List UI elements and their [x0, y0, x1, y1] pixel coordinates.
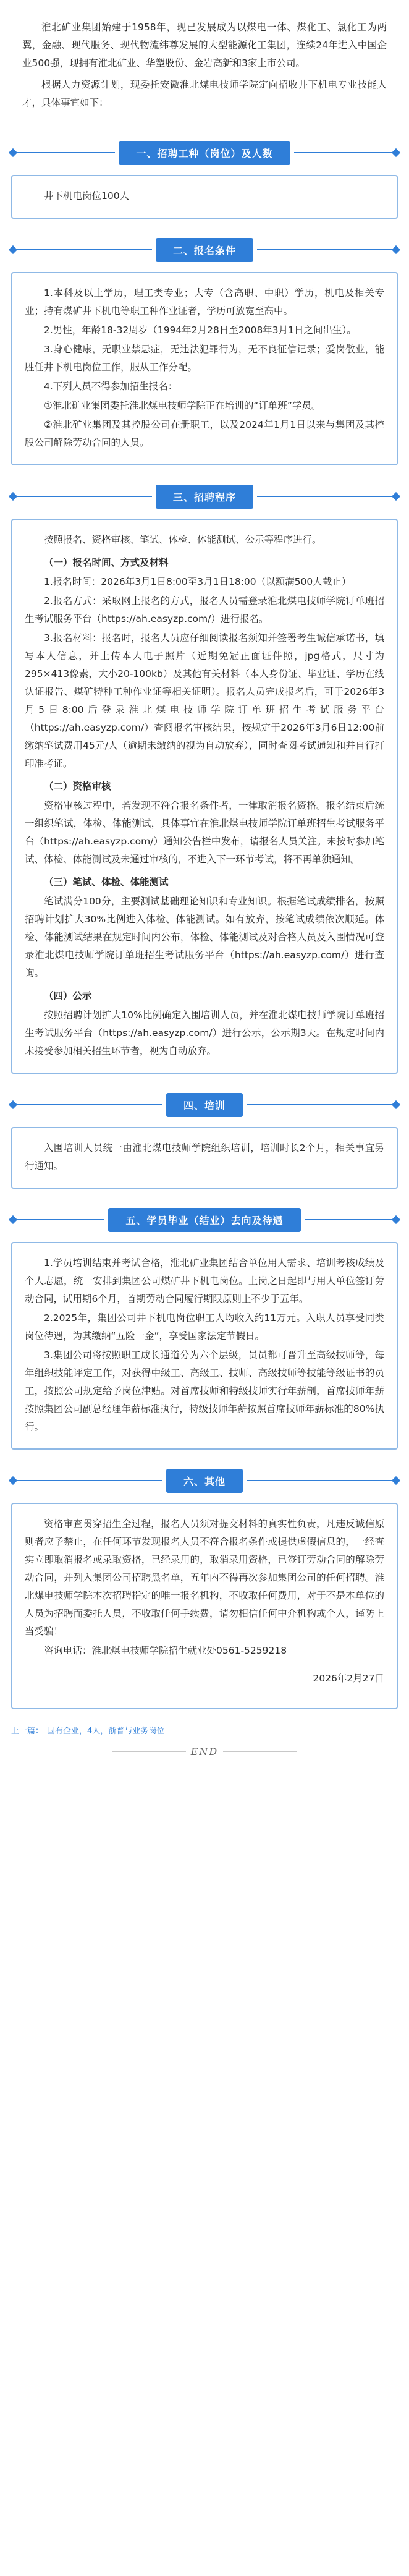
prev-article-link[interactable]: 国有企业，4人，浙普与业务岗位	[47, 1727, 165, 1736]
benefit-3: 3.集团公司将按照职工成长通道分为六个层级，员员都可晋升至高级技师等，每年组织技能评定工作，对获得中级工、高级工、技师、高级技师等技能等级证书的员工，按照公司规定给予岗位津贴。对首席技师和特级技师实行年薪制，首席技师年薪按照集团公司副总经理年薪标准执行，特级技师年薪按照首席技师年薪标准的80%执行。	[25, 1350, 384, 1432]
registration-time: 1.报名时间：2026年3月1日8:00至3月1日18:00（以额满500人截止）	[44, 576, 352, 587]
end-line-right	[223, 1751, 297, 1752]
benefit-2: 2.2025年，集团公司井下机电岗位职工人均收入约11万元。入职人员享受同类岗位待遇，为其缴纳“五险一金”，享受国家法定节假日。	[25, 1312, 384, 1341]
section-1-body: 井下机电岗位100人	[44, 190, 130, 202]
section-4-title: 四、培训	[166, 1093, 243, 1117]
section-1-title: 一、招聘工种（岗位）及人数	[119, 141, 290, 165]
section-3-header	[0, 484, 409, 509]
subsection-registration: （一）报名时间、方式及材料	[44, 557, 169, 568]
registration-materials: 3.报名材料：报名时，报名人员应仔细阅读报名须知并签署考生诚信承诺书，填写本人信息，并上传本人电子照片（近期免冠正面证件照，jpg格式，尺寸为295×413像素，大小20-100kb）及其他有关材料（本人身份证、毕业证、学历在线认证报告、煤矿特种工种作业证等相关证明）。报名人员完成报名后，可于2026年3月5日8:00后登录淮北煤电技师学院订单班招生考试服务平台（https://ah.easyzp.com/）查阅报名审核结果，按规定于2026年3月6日12:00前缴纳笔试费用45元/人（逾期未缴纳的视为自动放弃），同时查阅考试通知和并自行打印准考证。	[25, 632, 384, 769]
subsection-exam: （三）笔试、体检、体能测试	[44, 877, 169, 888]
registration-method: 2.报名方式：采取网上报名的方式，报名人员需登录淮北煤电技师学院订单班招生考试服务平台（https://ah.easyzp.com/）进行报名。	[25, 595, 384, 624]
section-3-box	[11, 519, 398, 1074]
section-4-header	[0, 1092, 409, 1117]
condition-4: 4.下列人员不得参加招生报名：	[44, 381, 178, 392]
condition-3: 3.身心健康，无职业禁忌症，无违法犯罪行为，无不良征信记录；爱岗敬业，能胜任井下机电岗位工作，服从工作分配。	[25, 344, 384, 373]
qualification-text: 资格审核过程中，若发现不符合报名条件者，一律取消报名资格。报名结束后统一组织笔试，体检、体能测试，具体事宜在淮北煤电技师学院订单班招生考试服务平台（https://ah.easyzp.com/）通知公告栏中发布，请报名人员关注。未按时参加笔试、体检、体能测试及未通过审核的，不进入下一环节考试，将不再单独通知。	[25, 800, 384, 865]
training-text: 入围培训人员统一由淮北煤电技师学院组织培训，培训时长2个月，相关事宜另行通知。	[25, 1142, 384, 1171]
condition-2: 2.男性，年龄18-32周岁（1994年2月28日至2008年3月1日之间出生）。	[44, 325, 356, 336]
intro-block	[0, 0, 409, 122]
other-notice: 资格审查贯穿招生全过程，报名人员须对提交材料的真实性负责，凡违反诚信原则者应予禁止，在任何环节发现报名人员不符合报名条件或提供虚假信息的，一经查实立即取消报名或录取资格，已经录用的，取消录用资格，已签订劳动合同的解除劳动合同，并列入集团公司招聘黑名单，五年内不得再次参加集团公司的任何招聘。淮北煤电技师学院本次招聘指定的唯一报名机构，不收取任何费用，对于不是本单位的人员为招聘而委托人员，不收取任何手续费，请勿相信任何中介机构或个人，谨防上当受骗！	[25, 1518, 384, 1637]
benefit-1: 1.学员培训结束并考试合格，淮北矿业集团结合单位用人需求、培训考核成绩及个人志愿，统一安排到集团公司煤矿井下机电岗位。上岗之日起即与用人单位签订劳动合同，试用期6个月，首期劳动合同履行期限原则上不少于五年。	[25, 1257, 384, 1304]
section-4-box	[11, 1127, 398, 1189]
section-2-box	[11, 272, 398, 465]
intro-paragraph-1: 淮北矿业集团始建于1958年，现已发展成为以煤电一体、煤化工、氯化工为两翼，金融、现代服务、现代物流纬尊发展的大型能源化工集团，连续24年进入中国企业500强，现拥有淮北矿业、华塑股份、金岩高新和3家上市公司。	[22, 22, 387, 69]
subsection-publicity: （四）公示	[44, 990, 92, 1001]
section-2-header	[0, 237, 409, 262]
exclusion-item-1: ①淮北矿业集团委托淮北煤电技师学院正在培训的“订单班”学员。	[44, 400, 321, 411]
publicity-text: 按照招聘计划扩大10%比例确定入围培训人员，并在淮北煤电技师学院订单班招生考试服务平台（https://ah.easyzp.com/）进行公示，公示期3天。在规定时间内未接受参加相关招生环节者，视为自动放弃。	[25, 1010, 384, 1056]
section-6-box	[11, 1503, 398, 1709]
section-6-title: 六、其他	[166, 1469, 243, 1493]
prev-article-label: 上一篇：	[11, 1727, 44, 1736]
end-line-left	[112, 1751, 186, 1752]
intro-paragraph-2: 根据人力资源计划，现委托安徽淮北煤电技师学院定向招收井下机电专业技能人才，具体事宜如下：	[22, 79, 387, 108]
section-6-header	[0, 1468, 409, 1493]
end-mark	[0, 1746, 409, 1758]
condition-1: 1.本科及以上学历，理工类专业；大专（含高职、中职）学历，机电及相关专业；持有煤矿井下机电等职工种作业证者，学历可放宽至高中。	[25, 287, 384, 317]
exam-text: 笔试满分100分，主要测试基础理论知识和专业知识。根据笔试成绩排名，按照招聘计划扩大30%比例进入体检、体能测试。如有放弃，按笔试成绩依次顺延。体检、体能测试结果在规定时间内公布，体检、体能测试及对合格人员及入围情况可登录淮北煤电技师学院订单班招生考试服务平台（https://ah.easyzp.com/）进行查询。	[25, 896, 384, 979]
section-2-title: 二、报名条件	[156, 238, 253, 262]
section-5-title: 五、学员毕业（结业）去向及待遇	[108, 1208, 300, 1232]
section-5-box	[11, 1242, 398, 1450]
section-1-box	[11, 175, 398, 219]
section-1-header	[0, 140, 409, 165]
publish-date: 2026年2月27日	[313, 1672, 384, 1684]
section-5-header	[0, 1207, 409, 1232]
prev-article-nav	[11, 1724, 398, 1736]
subsection-qualification: （二）资格审核	[44, 781, 111, 792]
exclusion-item-2: ②淮北矿业集团及其控股公司在册职工，以及2024年1月1日以来与集团及其控股公司解除劳动合同的人员。	[25, 419, 384, 448]
procedure-intro: 按照报名、资格审核、笔试、体检、体能测试、公示等程序进行。	[44, 534, 322, 545]
section-3-title: 三、招聘程序	[156, 485, 253, 509]
contact-phone: 咨询电话：淮北煤电技师学院招生就业处0561-5259218	[44, 1645, 287, 1656]
end-text: END	[190, 1746, 219, 1758]
